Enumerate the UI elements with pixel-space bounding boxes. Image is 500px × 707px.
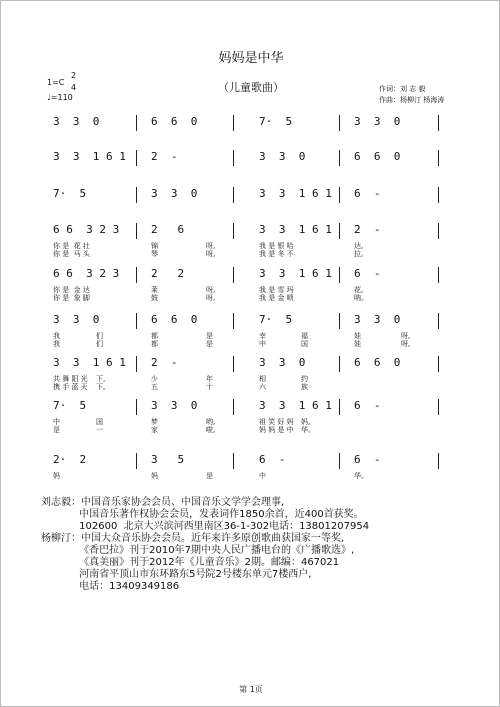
lyric-text: 中 是 <box>53 418 60 434</box>
bar-line <box>136 313 137 329</box>
lyric-text: 娃 娃 <box>354 332 361 348</box>
measure-notes: 6 - <box>354 399 381 412</box>
bar-line <box>136 115 137 131</box>
bar-line <box>438 115 439 131</box>
bar-line <box>438 453 439 469</box>
bar-line <box>233 187 234 203</box>
lyric-text: 约 族 <box>301 375 308 391</box>
measure-notes: 6 - <box>354 453 381 466</box>
measure-notes: 6 6 0 <box>151 313 198 326</box>
lyric-text: 妈 <box>53 472 60 480</box>
measure-notes: 6 - <box>259 453 286 466</box>
measure-notes: 6 6 0 <box>354 356 401 369</box>
bar-line <box>339 267 340 283</box>
bar-line <box>339 223 340 239</box>
lyric-text: 花。 呐。 <box>354 286 368 302</box>
bar-line <box>136 187 137 203</box>
lyric-text: 呀, 呀, <box>206 242 216 258</box>
score-row <box>1 267 500 307</box>
key-signature: 1=C <box>47 78 65 87</box>
measure-notes: 7· 5 <box>259 313 293 326</box>
lyric-text: 相 六 <box>259 375 266 391</box>
bar-line <box>233 356 234 372</box>
bar-line <box>136 399 137 415</box>
measure-notes: 3 3 0 <box>259 150 306 163</box>
measure-notes: 7· 5 <box>53 187 87 200</box>
author-note-line: 102600 北京大兴滨河西里南区36-1-302电话：13801207954 <box>41 521 370 532</box>
author-note-line: 杨柳汀：中国大众音乐协会会员。近年来许多原创歌曲获国家一等奖, <box>41 533 345 544</box>
lyric-text: 呀, 呀, <box>401 332 411 348</box>
lyric-text: 都 都 <box>151 332 158 348</box>
bar-line <box>233 150 234 166</box>
measure-notes: 3 3 0 <box>151 187 198 200</box>
lyric-text: 国 一 <box>96 418 103 434</box>
tempo-mark: ♩=110 <box>47 93 73 102</box>
song-title: 妈妈是中华 <box>218 51 284 66</box>
author-note-line: 电话：13409349186 <box>41 581 180 592</box>
score-row <box>1 223 500 263</box>
score-row <box>1 356 500 396</box>
time-sig-top: 2 <box>71 71 77 80</box>
lyric-text: 我 是 雪 玛 我 是 金 唢 <box>259 286 294 302</box>
bar-line <box>339 313 340 329</box>
score-row <box>1 453 500 493</box>
measure-notes: 3 3 1 6 1 <box>53 356 126 369</box>
bar-line <box>438 187 439 203</box>
time-sig-bottom: 4 <box>71 83 77 92</box>
measure-notes: 3 3 0 <box>53 115 100 128</box>
lyric-text: 达, 拉, <box>354 242 364 258</box>
measure-notes: 2· 2 <box>53 453 87 466</box>
lyric-text: 梦 家 <box>151 418 158 434</box>
bar-line <box>339 453 340 469</box>
measure-notes: 2 - <box>151 150 178 163</box>
bar-line <box>339 356 340 372</box>
bar-line <box>233 115 234 131</box>
measure-notes: 3 3 0 <box>354 115 401 128</box>
measure-notes: 6 6 3 2 3 <box>53 223 120 236</box>
measure-notes: 2 6 <box>151 223 185 236</box>
bar-line <box>339 150 340 166</box>
measure-notes: 6 - <box>354 267 381 280</box>
lyric-text: 们 们 <box>96 332 103 348</box>
measure-notes: 3 3 1 6 1 <box>259 399 332 412</box>
measure-notes: 6 6 3 2 3 <box>53 267 120 280</box>
measure-notes: 3 5 <box>151 453 185 466</box>
page-number: 第 1页 <box>239 685 263 694</box>
bar-line <box>438 267 439 283</box>
measure-notes: 6 6 0 <box>354 150 401 163</box>
author-note-line: 刘志毅：中国音乐家协会会员、中国音乐文学学会理事, <box>41 497 285 508</box>
measure-notes: 3 3 1 6 1 <box>259 187 332 200</box>
lyric-text: 是 是 <box>206 332 213 348</box>
lyric-text: 少 五 <box>151 375 158 391</box>
lyric-text: 幸 中 <box>259 332 266 348</box>
bar-line <box>136 453 137 469</box>
lyric-text: 我 是 银 哈 我 是 冬 不 <box>259 242 294 258</box>
measure-notes: 3 3 0 <box>354 313 401 326</box>
measure-notes: 3 3 1 6 1 <box>259 223 332 236</box>
measure-notes: 6 - <box>354 187 381 200</box>
author-note-line: 《香巴拉》刊于2010年7期中央人民广播电台的《广播歌选》, <box>41 545 355 556</box>
lyric-text: 你 是 金 达 你 是 象 脚 <box>53 286 90 302</box>
bar-line <box>339 187 340 203</box>
bar-line <box>233 267 234 283</box>
lyricist-credit: 作词：刘 志 毅 <box>379 85 426 93</box>
score-row <box>1 313 500 353</box>
lyric-text: 妈, 华。 <box>301 418 315 434</box>
measure-notes: 3 3 0 <box>151 399 198 412</box>
measure-notes: 2 - <box>151 356 178 369</box>
bar-line <box>438 223 439 239</box>
bar-line <box>438 399 439 415</box>
author-note-line: 中国音乐著作权协会会员，发表词作1850余首，近400首获奖。 <box>41 509 364 520</box>
lyric-text: 下, 下, <box>96 375 106 391</box>
score-row <box>1 187 500 227</box>
lyric-text: 中 <box>259 472 266 480</box>
measure-notes: 2 2 <box>151 267 185 280</box>
song-subtitle: （儿童歌曲） <box>218 81 284 94</box>
bar-line <box>438 150 439 166</box>
lyric-text: 我 我 <box>53 332 60 348</box>
measure-notes: 3 3 0 <box>53 313 100 326</box>
measure-notes: 2 - <box>354 223 381 236</box>
bar-line <box>339 115 340 131</box>
bar-line <box>136 267 137 283</box>
bar-line <box>233 453 234 469</box>
bar-line <box>438 313 439 329</box>
lyric-text: 年 十 <box>206 375 213 391</box>
score-row <box>1 115 500 155</box>
measure-notes: 7· 5 <box>259 115 293 128</box>
lyric-text: 祖 笑 好 妈 妈 妈 是 中 <box>259 418 294 434</box>
lyric-text: 是 <box>206 472 213 480</box>
lyric-text: 共 舞 阳 光 携 手 蓝 天 <box>53 375 88 391</box>
lyric-text: 妈 <box>151 472 158 480</box>
bar-line <box>339 399 340 415</box>
bar-line <box>136 150 137 166</box>
bar-line <box>233 313 234 329</box>
composer-credit: 作曲：杨柳汀 杨海涛 <box>379 96 445 104</box>
bar-line <box>136 223 137 239</box>
lyric-text: 呀, 呀, <box>206 286 216 302</box>
lyric-text: 福 国 <box>301 332 308 348</box>
author-note-line: 《真美丽》刊于2012年《儿童音乐》2期。邮编：467021 <box>41 557 340 568</box>
score-row <box>1 150 500 190</box>
score-row <box>1 399 500 439</box>
measure-notes: 6 6 0 <box>151 115 198 128</box>
bar-line <box>438 356 439 372</box>
bar-line <box>233 223 234 239</box>
author-note-line: 河南省平顶山市东环路东5号院2号楼东单元7楼西户, <box>41 569 312 580</box>
lyric-text: 哟, 啦, <box>206 418 216 434</box>
lyric-text: 锦 琴 <box>151 242 158 258</box>
lyric-text: 华。 <box>354 472 368 480</box>
lyric-text: 莱 鼓 <box>151 286 158 302</box>
measure-notes: 7· 5 <box>53 399 87 412</box>
measure-notes: 3 3 0 <box>259 356 306 369</box>
bar-line <box>233 399 234 415</box>
measure-notes: 3 3 1 6 1 <box>53 150 126 163</box>
measure-notes: 3 3 1 6 1 <box>259 267 332 280</box>
bar-line <box>136 356 137 372</box>
lyric-text: 你 是 花 壮 你 是 马 头 <box>53 242 90 258</box>
